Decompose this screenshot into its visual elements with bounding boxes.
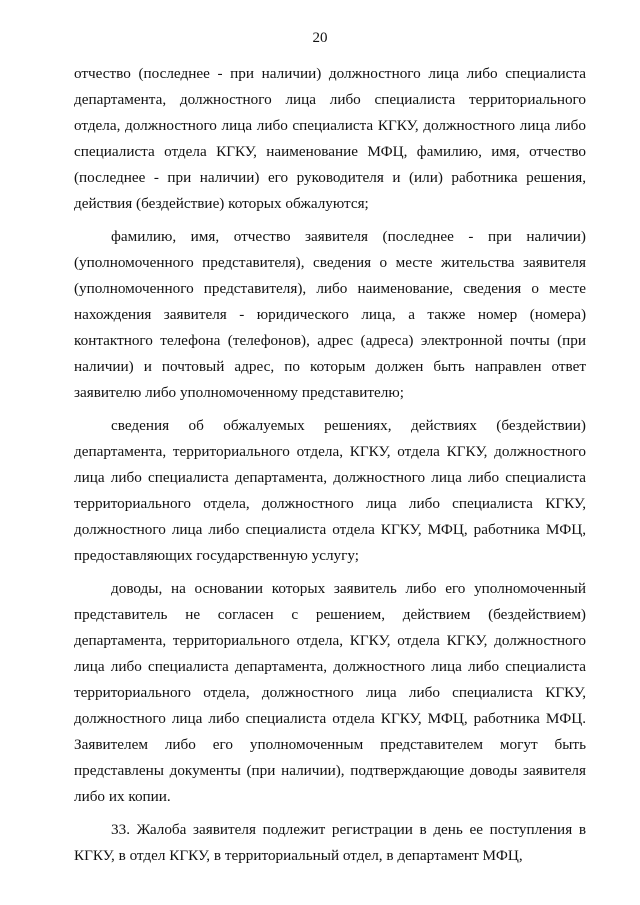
paragraph-appealed-decisions: сведения об обжалуемых решениях, действиях (бездействии) департамента, территориального отдела, КГКУ, отдела КГКУ, должностного лица либо специалиста департамента, должностного лица либо специалиста территориального отдела, должностного лица либо специалиста КГКУ, должностного лица либо специалиста отдела КГКУ, МФЦ, работника МФЦ, предоставляющих государственную услугу; (74, 417, 586, 564)
page-number: 20 (312, 30, 328, 46)
paragraph-applicant-details: фамилию, имя, отчество заявителя (последнее - при наличии) (уполномоченного представителя), сведения о месте жительства заявителя (уполномоченного представителя), либо наименование, сведения о месте нахождения заявителя - юридического лица, а также номер (номера) контактного телефона (телефонов), адрес (адреса) электронной почты (при наличии) и почтовый адрес, по которым должен быть направлен ответ заявителю либо уполномоченному представителю; (74, 228, 586, 401)
paragraph-continuation: отчество (последнее - при наличии) должностного лица либо специалиста департамента, должностного лица либо специалиста территориального отдела, должностного лица либо специалиста КГКУ, должностного лица либо специалиста отдела КГКУ, наименование МФЦ, фамилию, имя, отчество (последнее - при наличии) его руководителя и (или) работника решения, действия (бездействие) которых обжалуются; (74, 65, 586, 212)
paragraph-clause-33: 33. Жалоба заявителя подлежит регистрации в день ее поступления в КГКУ, в отдел КГКУ, в территориальный отдел, в департамент МФЦ, (74, 821, 586, 864)
paragraph-arguments: доводы, на основании которых заявитель либо его уполномоченный представитель не согласен с решением, действием (бездействием) департамента, территориального отдела, КГКУ, отдела КГКУ, должностного лица либо специалиста департамента, должностного лица либо специалиста территориального отдела, должностного лица либо специалиста КГКУ, должностного лица либо специалиста отдела КГКУ, МФЦ, работника МФЦ. Заявителем либо его уполномоченным представителем могут быть представлены документы (при наличии), подтверждающие доводы заявителя либо их копии. (74, 580, 586, 805)
document-body (74, 61, 586, 876)
